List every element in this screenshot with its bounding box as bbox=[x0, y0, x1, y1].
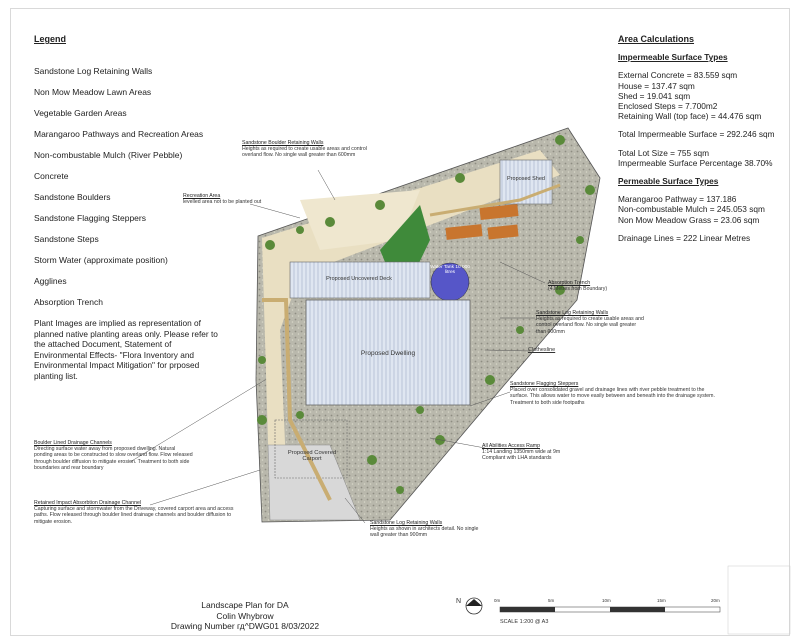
note-body: Heights as shown in architects detail. No single wall greater than 900mm bbox=[370, 526, 479, 539]
area-row: External Concrete = 83.559 sqm bbox=[618, 70, 738, 81]
note-body: Heights as required to create usable areas and control overland flow. No single wall greater than 600mm bbox=[242, 146, 367, 159]
area-row: Retaining Wall (top face) = 44.476 sqm bbox=[618, 111, 762, 122]
shed-label: Proposed Shed bbox=[507, 176, 545, 182]
note-body: (4 Metres from Boundary) bbox=[548, 286, 608, 293]
area-row: Shed = 19.041 sqm bbox=[618, 90, 691, 101]
note-body: Directing surface water away from proposed dwelling. Natural ponding areas to be constructed to slow overland flow. Flow released through boulder diffusion to mitigate erosion. Treatment to both side boundaries and rear boundary bbox=[34, 446, 193, 471]
scale-tick: 20m bbox=[711, 598, 720, 603]
note-title: Retained Impact Absorbtion Drainage Channel bbox=[34, 500, 141, 506]
legend-item: Sandstone Boulders bbox=[34, 192, 111, 202]
note-ramp bbox=[482, 443, 582, 462]
note-title: Sandstone Boulder Retaining Walls bbox=[242, 140, 324, 146]
area-row: Enclosed Steps = 7.700m2 bbox=[618, 101, 718, 112]
legend-item: Non Mow Meadow Lawn Areas bbox=[34, 87, 152, 97]
area-row: Marangaroo Pathway = 137.186 bbox=[618, 194, 737, 205]
note-recreation bbox=[183, 193, 293, 205]
impermeable-title: Impermeable Surface Types bbox=[618, 52, 728, 63]
area-calculations bbox=[618, 34, 798, 243]
north-label: N bbox=[456, 598, 462, 605]
scale-bar bbox=[500, 607, 720, 612]
legend-item: Concrete bbox=[34, 171, 69, 181]
legend-item: Non-combustable Mulch (River Pebble) bbox=[34, 150, 183, 160]
drawing-number: Drawing Number гд^DWG01 8/03/2022 bbox=[170, 621, 320, 631]
area-title: Area Calculations bbox=[618, 34, 695, 44]
designer-name: Colin Whybrow bbox=[216, 610, 274, 621]
legend-list bbox=[34, 66, 203, 318]
note-title: Recreation Area bbox=[183, 193, 221, 199]
legend-item: Marangaroo Pathways and Recreation Areas bbox=[34, 129, 204, 139]
note-boulder-channels bbox=[34, 440, 194, 471]
note-body: Heights as required to create usable areas and control overland flow. No single wall greater than 900mm bbox=[536, 316, 644, 335]
total-impermeable: Total Impermeable Surface = 292.246 sqm bbox=[618, 129, 775, 140]
note-boulder-walls bbox=[242, 140, 372, 159]
scale-tick: 15m bbox=[657, 598, 666, 603]
legend-item: Absorption Trench bbox=[34, 297, 103, 307]
clothesline-label: Clothesline bbox=[528, 347, 556, 353]
legend-item: Sandstone Log Retaining Walls bbox=[34, 66, 153, 76]
scale-tick: 0m bbox=[494, 598, 501, 603]
note-flagging bbox=[510, 381, 720, 406]
carport-label: Proposed Covered Carport bbox=[287, 450, 337, 462]
dwelling-label: Proposed Dwelling bbox=[360, 350, 416, 357]
note-log-walls-bottom bbox=[370, 520, 480, 539]
legend-item: Vegetable Garden Areas bbox=[34, 108, 127, 118]
note-body: 1:14 Landing 1350mm wide at 9m Compliant with LHA standards bbox=[482, 449, 561, 462]
note-body: Placed over consolidated gravel and drainage lines with river pebble treatment to the surface. This allows water to move easily between and beneath into the drainage system. Treatment to both side footpaths bbox=[510, 387, 715, 406]
area-row: Non-combustable Mulch = 245.053 sqm bbox=[618, 204, 765, 215]
note-absorption bbox=[548, 280, 638, 292]
legend-title: Legend bbox=[34, 34, 67, 44]
scale-caption: SCALE 1:200 @ A3 bbox=[500, 619, 549, 625]
designer-block-box bbox=[728, 566, 790, 634]
planting-note: Plant Images are implied as representation of planned native planting areas only. Please refer to the attached Document, Statement of Environmental Effects- "Flora Inventory and Environmental Impact Mitigation" for prposed planting list. bbox=[34, 318, 218, 381]
total-lot: Total Lot Size = 755 sqm bbox=[618, 147, 710, 158]
north-arrow bbox=[466, 598, 482, 614]
note-body: levelled area not to be planted out bbox=[183, 199, 262, 206]
legend-item: Storm Water (approximate position) bbox=[34, 255, 168, 265]
area-row: Non Mow Meadow Grass = 23.06 sqm bbox=[618, 214, 760, 225]
tank-label: Water Tank 10 000 litres bbox=[430, 265, 470, 275]
note-title: Boulder Lined Drainage Channels bbox=[34, 440, 112, 446]
note-title: Sandstone Flagging Steppers bbox=[510, 381, 579, 387]
note-title: All Abilities Access Ramp bbox=[482, 443, 540, 449]
note-log-walls-right bbox=[536, 310, 646, 335]
legend-item: Sandstone Flagging Steppers bbox=[34, 213, 146, 223]
title-block bbox=[160, 600, 330, 632]
note-title: Sandstone Log Retaining Walls bbox=[536, 310, 609, 316]
permeable-title: Permeable Surface Types bbox=[618, 176, 719, 187]
note-body: Capturing surface and stormwater from the Driveway, covered carport area and access paths. Flow released through boulder lined drainage channels and boulder diffusion to mitigate erosion. bbox=[34, 506, 234, 525]
legend-item: Agglines bbox=[34, 276, 67, 286]
legend-item: Sandstone Steps bbox=[34, 234, 99, 244]
deck-label: Proposed Uncovered Deck bbox=[326, 276, 392, 282]
note-title: Absorption Trench bbox=[548, 280, 591, 286]
impermeable-pct: Impermeable Surface Percentage 38.70% bbox=[618, 157, 773, 168]
scale-tick: 5m bbox=[548, 598, 555, 603]
title-line: Landscape Plan for DA bbox=[201, 600, 289, 610]
scale-tick: 10m bbox=[602, 598, 611, 603]
area-row: House = 137.47 sqm bbox=[618, 80, 695, 91]
note-retained-channel bbox=[34, 500, 244, 525]
drainage-lines: Drainage Lines = 222 Linear Metres bbox=[618, 232, 751, 243]
note-title: Sandstone Log Retaining Walls bbox=[370, 520, 443, 526]
